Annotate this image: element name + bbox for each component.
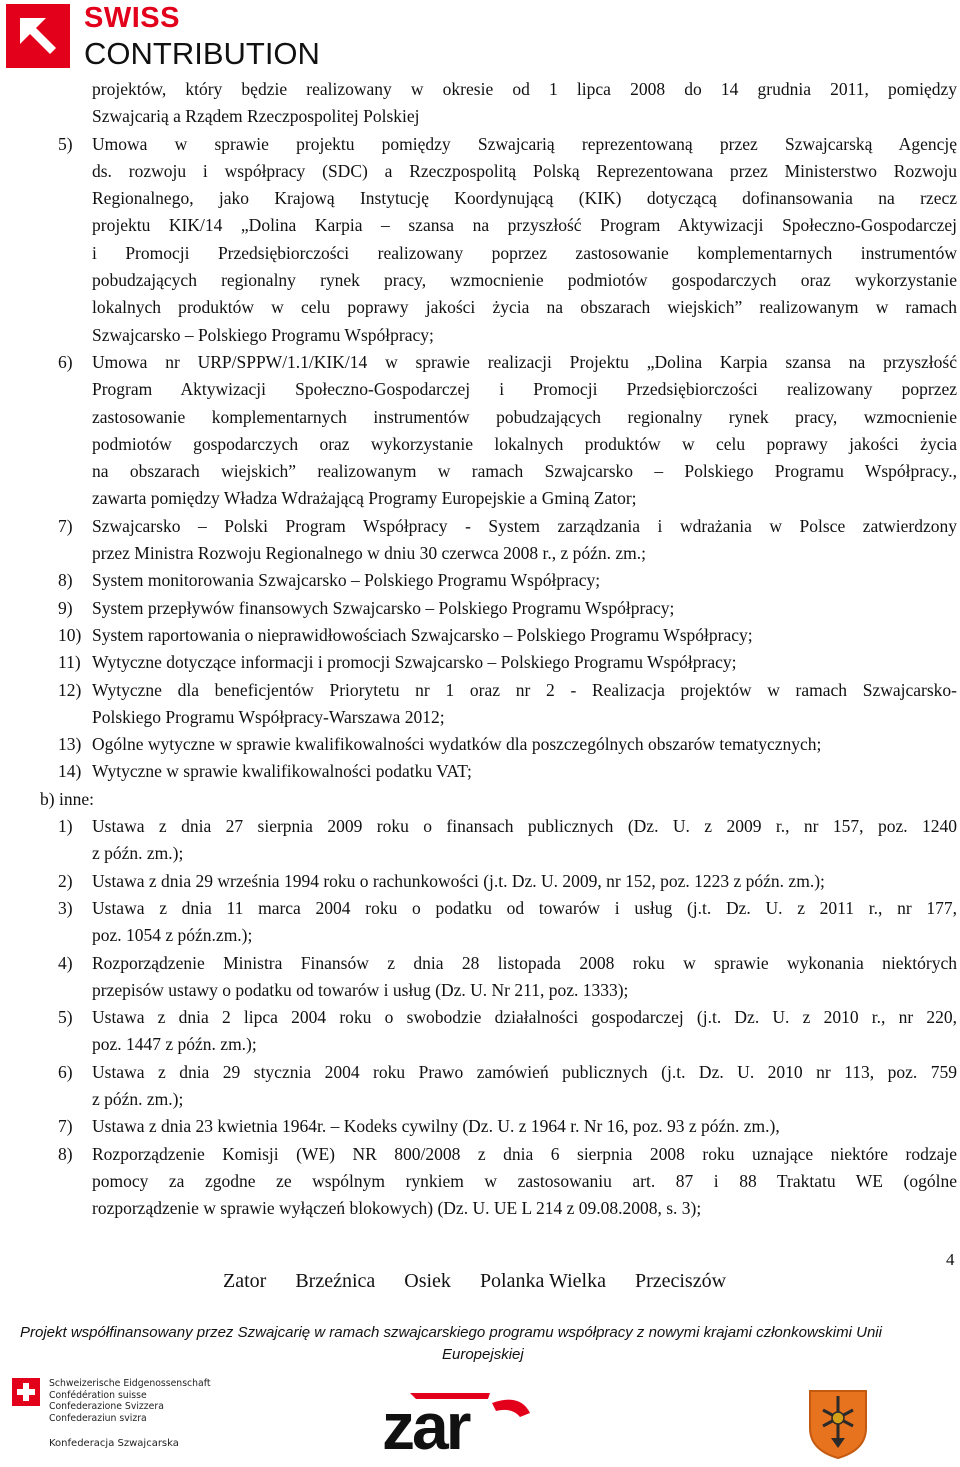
text-line: Ustawa z dnia 11 marca 2004 roku o podatku od towarów i usług (j.t. Dz. U. z 2011 r., nr 177, [92, 897, 957, 918]
text-line: Ustawa z dnia 29 stycznia 2004 roku Prawo zamówień publicznych (j.t. Dz. U. 2010 nr 113, poz. 759 [92, 1061, 957, 1082]
text-line: System raportowania o nieprawidłowościach Szwajcarsko – Polskiego Programu Współpracy; [92, 624, 753, 645]
list-item-number: 5) [58, 133, 73, 154]
list-item-number: 6) [58, 1061, 73, 1082]
confederation-name-rm: Confederaziun svizra [49, 1412, 147, 1424]
logo-swiss-text: SWISS [84, 2, 180, 34]
text-line: z późn. zm.); [92, 843, 184, 864]
text-line: System monitorowania Szwajcarsko – Polskiego Programu Współpracy; [92, 570, 601, 591]
list-item-number: 5) [58, 1007, 73, 1028]
swiss-flag-icon [12, 1378, 40, 1406]
confederation-name-fr: Confédération suisse [49, 1389, 147, 1401]
town-name: Osiek [404, 1270, 451, 1292]
regulation-list-a-item [0, 677, 960, 732]
text-line: na obszarach wiejskich” realizowanym w ramach Szwajcarsko – Polskiego Programu Współpracy., [92, 461, 957, 482]
text-line: Umowa w sprawie projektu pomiędzy Szwajcarią reprezentowaną przez Szwajcarską Agencję [92, 133, 957, 154]
svg-text:zar: zar [382, 1389, 469, 1455]
text-line: zawarta pomiędzy Władza Wdrażającą Programy Europejskie a Gminą Zator; [92, 488, 637, 509]
confederation-name-de: Schweizerische Eidgenossenschaft [49, 1378, 211, 1389]
list-item-number: 7) [58, 1116, 73, 1137]
text-line: Rozporządzenie Ministra Finansów z dnia 28 listopada 2008 roku w sprawie wykonania niektórych [92, 952, 957, 973]
text-line: poz. 1054 z późn.zm.); [92, 925, 253, 946]
text-line: Regionalnego, jako Krajową Instytucję Koordynującą (KIK) dotyczącą dofinansowania na rzecz [92, 188, 957, 209]
list-item-number: 6) [58, 351, 73, 372]
regulation-list-b-item [0, 868, 960, 895]
text-line: pomocy za zgodne ze wspólnym rynkiem w zastosowaniu art. 87 i 88 Traktatu WE (ogólne [92, 1170, 957, 1191]
regulation-list-b-item [0, 813, 960, 868]
regulation-list-a-item [0, 649, 960, 676]
town-name: Zator [223, 1270, 267, 1292]
page-number: 4 [946, 1250, 955, 1269]
text-line: podmiotów gospodarczych oraz wykorzystanie lokalnych produktów w celu poprawy jakości życia [92, 433, 957, 454]
text-line: projektów, który będzie realizowany w okresie od 1 lipca 2008 do 14 grudnia 2011, pomiędzy [92, 79, 957, 99]
regulation-list-a-item [0, 758, 960, 785]
town-name: Przeciszów [634, 1270, 727, 1292]
project-cofinancing-note [20, 1322, 960, 1366]
text-line: projektu KIK/14 „Dolina Karpia – szansa na przyszłość Program Aktywizacji Społeczno-Gospodarczej [92, 215, 957, 236]
text-line: Ustawa z dnia 23 kwietnia 1964r. – Kodeks cywilny (Dz. U. z 1964 r. Nr 16, poz. 93 z późn. zm.), [92, 1116, 780, 1137]
regulation-list-b-item [0, 950, 960, 1005]
text-line: Ustawa z dnia 29 września 1994 roku o rachunkowości (j.t. Dz. U. 2009, nr 152, poz. 1223 z późn. zm.); [92, 870, 825, 891]
text-line: Wytyczne w sprawie kwalifikowalności podatku VAT; [92, 761, 472, 782]
project-note-line-1: Projekt współfinansowany przez Szwajcarię w ramach szwajcarskiego programu współpracy z nowymi krajami członkowskimi Unii [20, 1324, 882, 1341]
zar-logo [380, 1383, 540, 1455]
text-line: System przepływów finansowych Szwajcarsko – Polskiego Programu Współpracy; [92, 597, 675, 618]
text-line: Szwajcarią a Rządem Rzeczpospolitej Polskiej [92, 106, 420, 127]
regulation-list-b-item [0, 895, 960, 950]
list-item-number: 3) [58, 897, 73, 918]
list-item-number: 2) [58, 870, 73, 891]
list-item-number: 9) [58, 597, 73, 618]
list-item-number: 8) [58, 1143, 73, 1164]
list-item-number: 10) [58, 624, 82, 645]
regulation-list-a-item [0, 349, 960, 513]
text-line: Ogólne wytyczne w sprawie kwalifikowalności wydatków dla poszczególnych obszarów tematycznych; [92, 734, 822, 755]
regulation-list-a-item [0, 595, 960, 622]
regulation-list-b-item [0, 1141, 960, 1223]
town-name: Polanka Wielka [479, 1270, 606, 1292]
text-line: Szwajcarsko – Polskiego Programu Współpracy; [92, 324, 434, 345]
swiss-confederation-logo [12, 1378, 212, 1458]
list-item-number: 13) [58, 734, 82, 755]
regulation-list-a-item [0, 731, 960, 758]
text-line: lokalnych produktów w celu poprawy jakości życia na obszarach wiejskich” realizowanym w ramach [92, 297, 957, 318]
list-item-number: 11) [58, 652, 81, 673]
text-line: z późn. zm.); [92, 1088, 184, 1109]
towns-row [223, 1270, 750, 1293]
confederation-name-pl: Konfederacja Szwajcarska [49, 1438, 179, 1449]
swiss-contribution-logo-mark [6, 4, 70, 68]
text-line: i Promocji Przedsiębiorczości realizowany poprzez zastosowanie komplementarnych instrumentów [92, 242, 957, 263]
list-item-number: 4) [58, 952, 73, 973]
regulation-list-a-item [0, 131, 960, 349]
section-b-heading: b) inne: [40, 788, 94, 809]
list-item-number: 14) [58, 761, 82, 782]
swiss-contribution-logo [6, 2, 336, 71]
document-body [0, 76, 960, 1222]
text-line: przepisów ustawy o podatku od towarów i usług (Dz. U. Nr 211, poz. 1333); [92, 979, 629, 1000]
text-line: przez Ministra Rozwoju Regionalnego w dniu 30 czerwca 2008 r., z późn. zm.; [92, 543, 647, 564]
text-line: Ustawa z dnia 2 lipca 2004 roku o swobodzie działalności gospodarczej (j.t. Dz. U. z 2010 r., nr 220, [92, 1007, 957, 1028]
list-item-number: 7) [58, 515, 73, 536]
text-line: Polskiego Programu Współpracy-Warszawa 2012; [92, 706, 445, 727]
text-line: Umowa nr URP/SPPW/1.1/KIK/14 w sprawie realizacji Projektu „Dolina Karpia szansa na przyszłość [92, 351, 957, 372]
text-line: pobudzających regionalny rynek pracy, wzmocnienie podmiotów gospodarczych oraz wykorzystanie [92, 270, 957, 291]
project-note-line-2: Europejskiej [442, 1346, 524, 1363]
text-line: rozporządzenie w sprawie wyłączeń blokowych) (Dz. U. UE L 214 z 09.08.2008, s. 3); [92, 1198, 702, 1219]
text-line: ds. rozwoju i współpracy (SDC) a Rzeczpospolitą Polską Reprezentowana przez Ministerstwo Rozwoju [92, 160, 957, 181]
text-line: Ustawa z dnia 27 sierpnia 2009 roku o finansach publicznych (Dz. U. z 2009 r., nr 157, poz. 1240 [92, 816, 957, 837]
town-name: Brzeźnica [295, 1270, 376, 1292]
regulation-list-b-item [0, 1059, 960, 1114]
text-line: Szwajcarsko – Polski Program Współpracy - System zarządzania i wdrażania w Polsce zatwierdzony [92, 515, 957, 536]
regulation-list-a-item [0, 567, 960, 594]
logo-contribution-text: CONTRIBUTION [84, 36, 320, 71]
list-item-number: 8) [58, 570, 73, 591]
regulation-list-b-item [0, 1113, 960, 1140]
text-line: Rozporządzenie Komisji (WE) NR 800/2008 z dnia 6 sierpnia 2008 roku uznające niektóre rodzaje [92, 1143, 957, 1164]
regulation-list-a-item [0, 622, 960, 649]
text-line: poz. 1447 z późn. zm.); [92, 1034, 257, 1055]
regulation-list-a-item [0, 513, 960, 568]
text-line: Program Aktywizacji Społeczno-Gospodarczej i Promocji Przedsiębiorczości realizowany poprzez [92, 379, 957, 400]
text-line: zastosowanie komplementarnych instrumentów pobudzających regionalny rynek pracy, wzmocnienie [92, 406, 957, 427]
list-item-number: 12) [58, 679, 82, 700]
text-line: Wytyczne dla beneficjentów Priorytetu nr 1 oraz nr 2 - Realizacja projektów w ramach Szwajcarsko- [92, 679, 957, 700]
intro-paragraph [0, 76, 960, 131]
text-line: Wytyczne dotyczące informacji i promocji Szwajcarsko – Polskiego Programu Współpracy; [92, 652, 737, 673]
regulation-list-b-item [0, 1004, 960, 1059]
list-item-number: 1) [58, 816, 73, 837]
zator-coat-of-arms-icon [807, 1388, 869, 1460]
confederation-name-it: Confederazione Svizzera [49, 1401, 164, 1412]
confederation-names [49, 1378, 211, 1424]
